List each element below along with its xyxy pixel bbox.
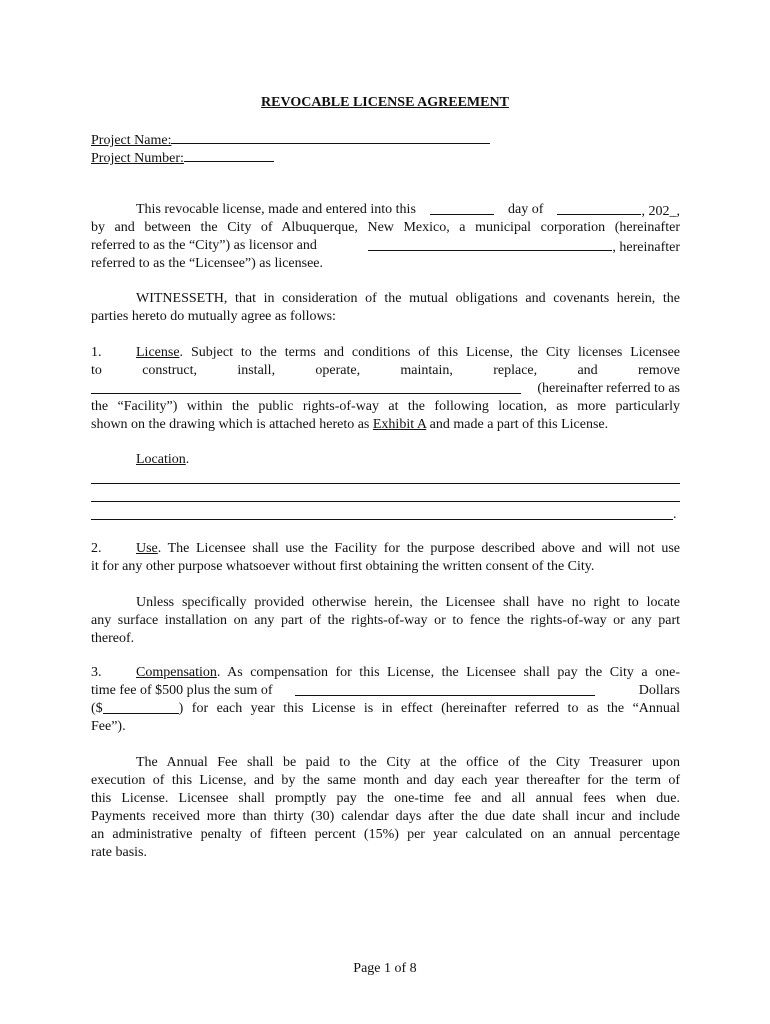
month-field[interactable]: [557, 201, 641, 215]
section-3-text: ) for each year this License is in effect (hereinafter referred to as the “Annual: [178, 701, 680, 716]
section-1-text: and made a part of this License.: [429, 417, 609, 432]
section-3-para-2-line-3: this License. Licensee shall promptly pay the one-time fee and all annual fees when due.: [91, 791, 680, 806]
intro-text: , hereinafter: [612, 240, 680, 255]
location-line-1[interactable]: [91, 483, 680, 484]
section-1-line-5: [91, 416, 608, 434]
section-3-number: 3.: [91, 665, 102, 680]
word: install,: [237, 363, 276, 378]
dollars-words-field[interactable]: [295, 682, 595, 696]
year-text: , 202_,: [641, 204, 680, 219]
project-number-field[interactable]: [184, 148, 274, 162]
word: replace,: [493, 363, 538, 378]
project-number-row: [91, 148, 274, 168]
witnesseth-line-1: WITNESSETH, that in consideration of the mutual obligations and covenants herein, the: [136, 291, 680, 306]
section-3-para-2-line-6: rate basis.: [91, 845, 147, 860]
section-3-line-4: Fee”).: [91, 719, 126, 734]
section-1-text: . Subject to the terms and conditions of this License, the City licenses Licensee: [179, 345, 680, 360]
section-3-text: . As compensation for this License, the Licensee shall pay the City a one-: [216, 665, 680, 680]
word: construct,: [142, 363, 198, 378]
exhibit-a-reference: Exhibit A: [372, 417, 427, 432]
word: remove: [637, 363, 680, 378]
section-3-para-2-line-2: execution of this License, and by the same month and day each year thereafter for the term of: [91, 773, 680, 788]
project-name-field[interactable]: [171, 130, 490, 144]
location-line-2[interactable]: [91, 501, 680, 502]
section-2-line-2: it for any other purpose whatsoever without first obtaining the written consent of the City.: [91, 559, 595, 574]
intro-text: day of: [508, 202, 544, 217]
section-2-para-2-line-3: thereof.: [91, 631, 135, 646]
section-1-heading: License: [136, 345, 180, 360]
section-3-para-2-line-5: an administrative penalty of fifteen percent (15%) per year calculated on an annual percentage: [91, 827, 680, 842]
project-name-label: Project Name:: [91, 133, 172, 148]
word: operate,: [315, 363, 361, 378]
section-3-line-3: [91, 700, 680, 718]
section-3-text: ($: [91, 701, 103, 716]
intro-text: This revocable license, made and entered into this: [136, 202, 416, 217]
section-3-text: Dollars: [638, 683, 680, 698]
word: maintain,: [400, 363, 453, 378]
section-2-para-2-line-1: Unless specifically provided otherwise herein, the Licensee shall have no right to locate: [136, 595, 680, 610]
location-period: .: [185, 452, 190, 467]
intro-line-3: [91, 237, 680, 257]
document-title: REVOCABLE LICENSE AGREEMENT: [261, 95, 509, 110]
word: to: [91, 363, 102, 378]
section-2-para-2-line-2: any surface installation on any part of the rights-of-way or to fence the rights-of-way or any part: [91, 613, 680, 628]
page-number: Page 1 of 8: [353, 961, 417, 976]
section-2-line-1: [136, 540, 680, 558]
intro-text: referred to as the “City”) as licensor and: [91, 238, 317, 253]
section-2-number: 2.: [91, 541, 102, 556]
section-1-line-1: [136, 344, 680, 362]
project-name-row: [91, 130, 490, 150]
section-1-text: shown on the drawing which is attached hereto as: [91, 417, 370, 432]
section-1-number: 1.: [91, 345, 102, 360]
intro-line-4: referred to as the “Licensee”) as licensee.: [91, 256, 324, 271]
licensee-name-field[interactable]: [368, 237, 612, 251]
day-field[interactable]: [430, 201, 494, 215]
witnesseth-line-2: parties hereto do mutually agree as follows:: [91, 309, 336, 324]
section-1-text: (hereinafter referred to as: [537, 381, 680, 396]
dollars-amount-field[interactable]: [103, 700, 179, 714]
intro-line-2: by and between the City of Albuquerque, New Mexico, a municipal corporation (hereinafter: [91, 220, 680, 235]
location-line-3[interactable]: [91, 519, 673, 520]
section-3-line-2: [91, 682, 680, 700]
section-3-text: time fee of $500 plus the sum of: [91, 683, 273, 698]
section-2-text: . The Licensee shall use the Facility for the purpose described above and will not use: [157, 541, 680, 556]
section-3-para-2-line-1: The Annual Fee shall be paid to the City at the office of the City Treasurer upon: [136, 755, 680, 770]
word: and: [577, 363, 598, 378]
section-1-line-4: the “Facility”) within the public rights-of-way at the following location, as more particularly: [91, 399, 680, 414]
facility-description-field[interactable]: [91, 380, 521, 394]
project-number-label: Project Number:: [91, 151, 184, 166]
location-end-period: .: [673, 507, 677, 522]
section-1-line-2: [91, 362, 680, 380]
intro-line-1: [136, 201, 680, 221]
section-2-heading: Use: [136, 541, 158, 556]
section-3-line-1: [136, 664, 680, 682]
location-label: Location: [136, 452, 186, 467]
section-3-para-2-line-4: Payments received more than thirty (30) calendar days after the due date shall incur and include: [91, 809, 680, 824]
section-1-line-3: [91, 380, 680, 398]
location-row: [136, 451, 189, 469]
section-3-heading: Compensation: [136, 665, 217, 680]
